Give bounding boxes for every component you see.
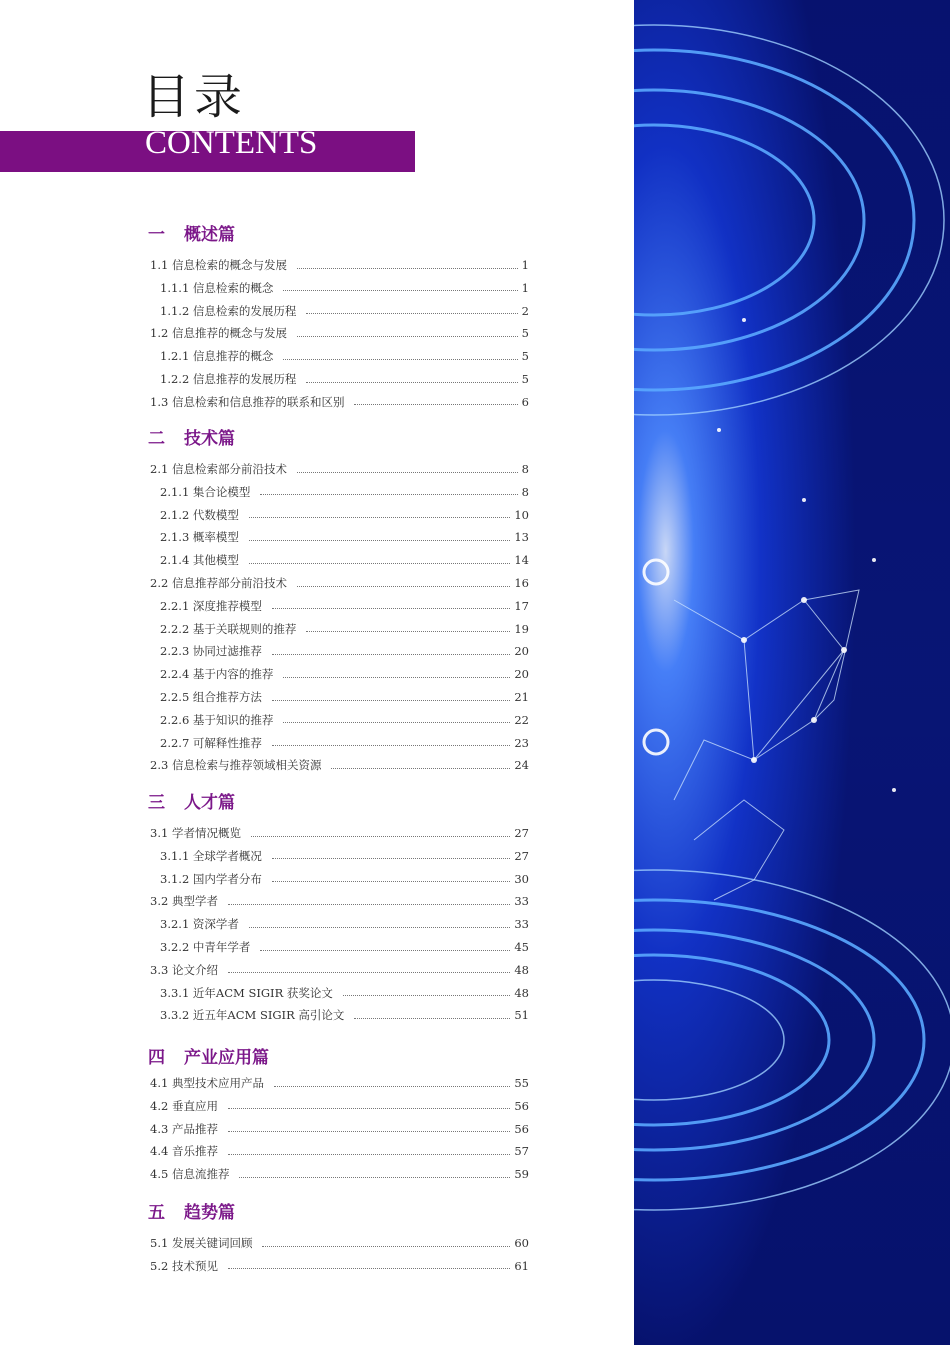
toc-entry[interactable] xyxy=(160,346,529,366)
section-number: 四 xyxy=(148,1047,165,1068)
toc-entry-page: 30 xyxy=(514,871,529,886)
dot-leader xyxy=(228,1268,510,1269)
dot-leader xyxy=(228,1154,510,1155)
dot-leader xyxy=(272,745,510,746)
dot-leader xyxy=(272,654,510,655)
dot-leader xyxy=(283,722,510,723)
toc-entry-label: 5.2 技术预见 xyxy=(150,1258,218,1273)
dot-leader xyxy=(228,972,510,973)
dot-leader xyxy=(272,881,510,882)
section-number: 五 xyxy=(148,1202,165,1223)
toc-entry[interactable] xyxy=(150,392,529,412)
dot-leader xyxy=(297,336,518,337)
toc-entry-page: 21 xyxy=(514,690,529,704)
toc-entry-page: 33 xyxy=(514,894,529,909)
toc-entry-label: 3.2.1 资深学者 xyxy=(160,917,239,932)
dot-leader xyxy=(306,631,510,632)
toc-entry[interactable] xyxy=(160,664,529,684)
dot-leader xyxy=(262,1246,510,1247)
toc-entry-page: 16 xyxy=(514,576,529,590)
section-title: 技术篇 xyxy=(184,428,235,449)
toc-entry-page: 1 xyxy=(521,280,529,295)
section-number: 一 xyxy=(148,224,165,245)
toc-entry-label: 1.1.2 信息检索的发展历程 xyxy=(160,303,297,318)
toc-entry[interactable] xyxy=(160,301,529,321)
toc-entry-page: 57 xyxy=(514,1144,529,1159)
dot-leader xyxy=(260,950,510,951)
toc-entry[interactable] xyxy=(150,755,529,775)
toc-entry-label: 3.2 典型学者 xyxy=(150,894,218,909)
page-title: 目录 xyxy=(142,69,247,125)
toc-entry-label: 3.2.2 中青年学者 xyxy=(160,940,251,954)
dot-leader xyxy=(283,677,510,678)
toc-entry[interactable] xyxy=(160,369,529,389)
toc-entry-label: 2.2 信息推荐部分前沿技术 xyxy=(150,576,287,590)
dot-leader xyxy=(228,1131,510,1132)
dot-leader xyxy=(249,540,510,541)
toc-entry-page: 2 xyxy=(521,303,529,318)
section-title: 概述篇 xyxy=(184,224,235,245)
toc-entry-label: 4.1 典型技术应用产品 xyxy=(150,1076,264,1090)
toc-entry-page: 5 xyxy=(521,326,529,341)
toc-entry-page: 1 xyxy=(521,258,529,272)
toc-entry[interactable] xyxy=(150,255,529,275)
toc-entry-label: 2.3 信息检索与推荐领域相关资源 xyxy=(150,758,322,773)
toc-entry-label: 2.1.1 集合论模型 xyxy=(160,484,251,499)
section-title: 人才篇 xyxy=(184,792,235,813)
dot-leader xyxy=(306,382,517,383)
toc-entry-page: 27 xyxy=(514,826,529,840)
section-number: 三 xyxy=(148,792,165,813)
toc-entry-label: 2.2.4 基于内容的推荐 xyxy=(160,667,274,682)
toc-entry[interactable] xyxy=(160,869,529,889)
dot-leader xyxy=(354,404,517,405)
toc-entry-page: 59 xyxy=(514,1167,529,1182)
dot-leader xyxy=(249,563,510,564)
toc-entry[interactable] xyxy=(160,937,529,957)
toc-entry[interactable] xyxy=(160,482,529,502)
toc-entry-page: 8 xyxy=(521,462,529,476)
toc-entry-label: 1.2.1 信息推荐的概念 xyxy=(160,349,274,364)
toc-entry[interactable] xyxy=(160,1005,529,1025)
section-title: 趋势篇 xyxy=(184,1202,235,1223)
toc-entry[interactable] xyxy=(160,550,529,570)
toc-entry[interactable] xyxy=(160,983,529,1003)
toc-entry-page: 24 xyxy=(514,758,529,773)
toc-entry[interactable] xyxy=(160,619,529,639)
dot-leader xyxy=(272,608,510,609)
section-title: 产业应用篇 xyxy=(184,1047,269,1068)
dot-leader xyxy=(331,768,510,769)
toc-entry[interactable] xyxy=(150,573,529,593)
toc-entry[interactable] xyxy=(160,596,529,616)
toc-entry-page: 56 xyxy=(514,1098,529,1113)
toc-entry[interactable] xyxy=(150,1096,529,1116)
toc-entry[interactable] xyxy=(160,710,529,730)
dot-leader xyxy=(283,359,517,360)
toc-entry-page: 45 xyxy=(514,940,529,954)
toc-entry-page: 33 xyxy=(514,917,529,932)
toc-entry-page: 55 xyxy=(514,1076,529,1090)
dot-leader xyxy=(297,586,510,587)
toc-entry-label: 2.2.1 深度推荐模型 xyxy=(160,598,262,613)
section-heading xyxy=(148,220,235,244)
dot-leader xyxy=(239,1177,510,1178)
toc-entry-label: 3.3 论文介绍 xyxy=(150,962,218,977)
toc-entry-label: 4.3 产品推荐 xyxy=(150,1121,218,1136)
toc-entry-label: 2.2.5 组合推荐方法 xyxy=(160,690,262,704)
section-heading xyxy=(148,424,235,448)
toc-entry-page: 5 xyxy=(521,349,529,364)
toc-entry[interactable] xyxy=(150,323,529,343)
toc-entry-page: 22 xyxy=(514,712,529,727)
dot-leader xyxy=(272,700,510,701)
toc-entry-page: 14 xyxy=(514,553,529,568)
toc-entry-page: 23 xyxy=(514,735,529,750)
toc-entry-label: 4.2 垂直应用 xyxy=(150,1098,218,1113)
toc-entry-label: 1.1.1 信息检索的概念 xyxy=(160,280,274,295)
dot-leader xyxy=(354,1018,510,1019)
toc-entry-label: 2.2.6 基于知识的推荐 xyxy=(160,712,274,727)
toc-entry[interactable] xyxy=(160,505,529,525)
toc-entry[interactable] xyxy=(150,823,529,843)
toc-entry-label: 1.2.2 信息推荐的发展历程 xyxy=(160,372,297,386)
toc-entry-page: 6 xyxy=(521,394,529,409)
toc-entry[interactable] xyxy=(160,527,529,547)
toc-entry-label: 3.1.2 国内学者分布 xyxy=(160,871,262,886)
toc-entry-label: 2.1.4 其他模型 xyxy=(160,553,239,568)
dot-leader xyxy=(306,313,517,314)
dot-leader xyxy=(228,904,510,905)
toc-entry[interactable] xyxy=(160,687,529,707)
toc-entry-page: 20 xyxy=(514,644,529,659)
toc-entry-label: 2.2.7 可解释性推荐 xyxy=(160,735,262,750)
section-heading xyxy=(148,1043,269,1067)
toc-entry[interactable] xyxy=(150,1073,529,1093)
toc-entry[interactable] xyxy=(150,1141,529,1161)
toc-entry-label: 4.5 信息流推荐 xyxy=(150,1167,230,1182)
toc-entry-page: 48 xyxy=(514,985,529,1000)
toc-entry-page: 19 xyxy=(514,621,529,636)
toc-entry-page: 5 xyxy=(521,372,529,386)
toc-entry-page: 51 xyxy=(514,1008,529,1023)
toc-entry-label: 3.1 学者情况概览 xyxy=(150,826,241,840)
dot-leader xyxy=(249,927,510,928)
toc-entry-page: 10 xyxy=(514,507,529,522)
cover-artwork xyxy=(634,0,950,1345)
toc-entry[interactable] xyxy=(160,733,529,753)
toc-entry-page: 27 xyxy=(514,848,529,863)
dot-leader xyxy=(251,836,510,837)
toc-entry[interactable] xyxy=(150,459,529,479)
dot-leader xyxy=(297,472,518,473)
toc-entry-label: 5.1 发展关键词回顾 xyxy=(150,1236,253,1250)
toc-entry[interactable] xyxy=(150,1256,529,1276)
toc-entry[interactable] xyxy=(150,1233,529,1253)
toc-entry-label: 2.2.2 基于关联规则的推荐 xyxy=(160,621,297,636)
toc-entry-label: 2.1.2 代数模型 xyxy=(160,507,239,522)
toc-entry-label: 3.3.2 近五年ACM SIGIR 高引论文 xyxy=(160,1008,345,1023)
toc-entry[interactable] xyxy=(150,1164,529,1184)
toc-entry[interactable] xyxy=(150,891,529,911)
dot-leader xyxy=(283,290,517,291)
toc-entry[interactable] xyxy=(150,1119,529,1139)
toc-entry-page: 17 xyxy=(514,598,529,613)
toc-entry-page: 48 xyxy=(514,962,529,977)
dot-leader xyxy=(228,1108,510,1109)
dot-leader xyxy=(272,858,510,859)
dot-leader xyxy=(274,1086,510,1087)
dot-leader xyxy=(249,517,510,518)
toc-entry-label: 2.2.3 协同过滤推荐 xyxy=(160,644,262,659)
section-heading xyxy=(148,1198,235,1222)
toc-entry[interactable] xyxy=(150,960,529,980)
toc-entry-label: 4.4 音乐推荐 xyxy=(150,1144,218,1159)
toc-entry-label: 3.3.1 近年ACM SIGIR 获奖论文 xyxy=(160,985,333,1000)
contents-subtitle: CONTENTS xyxy=(145,125,318,161)
toc-entry-label: 1.1 信息检索的概念与发展 xyxy=(150,258,287,272)
toc-entry-page: 13 xyxy=(514,530,529,545)
dot-leader xyxy=(260,494,517,495)
toc-entry-page: 8 xyxy=(521,484,529,499)
toc-entry-page: 56 xyxy=(514,1121,529,1136)
toc-entry-label: 2.1.3 概率模型 xyxy=(160,530,239,545)
dot-leader xyxy=(297,268,518,269)
toc-entry-label: 1.2 信息推荐的概念与发展 xyxy=(150,326,287,341)
dot-leader xyxy=(343,995,510,996)
toc-entry[interactable] xyxy=(160,846,529,866)
toc-entry-page: 20 xyxy=(514,667,529,682)
toc-entry[interactable] xyxy=(160,278,529,298)
toc-entry-page: 61 xyxy=(514,1258,529,1273)
section-heading xyxy=(148,788,235,812)
section-number: 二 xyxy=(148,428,165,449)
toc-entry-label: 1.3 信息检索和信息推荐的联系和区别 xyxy=(150,394,345,409)
toc-entry[interactable] xyxy=(160,641,529,661)
toc-entry-page: 60 xyxy=(514,1236,529,1250)
toc-entry-label: 3.1.1 全球学者概况 xyxy=(160,848,262,863)
toc-entry[interactable] xyxy=(160,914,529,934)
toc-entry-label: 2.1 信息检索部分前沿技术 xyxy=(150,462,287,476)
